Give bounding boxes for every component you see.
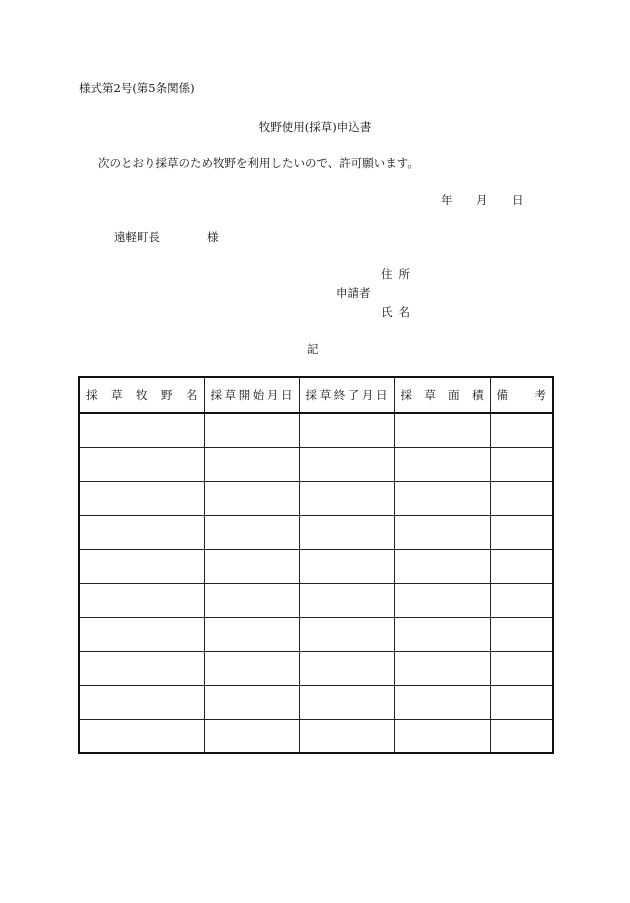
table-cell[interactable] xyxy=(79,685,204,719)
date-year-label: 年 xyxy=(441,193,453,207)
table-cell[interactable] xyxy=(394,447,490,481)
header-char: 名 xyxy=(186,388,198,402)
table-body xyxy=(79,413,553,753)
table-row xyxy=(79,515,553,549)
form-code: 様式第2号(第5条関係) xyxy=(79,81,195,95)
table-cell[interactable] xyxy=(394,617,490,651)
table-cell[interactable] xyxy=(394,685,490,719)
document-title: 牧野使用(採草)申込書 xyxy=(258,120,372,134)
date-day-label: 日 xyxy=(512,193,524,207)
table-cell[interactable] xyxy=(490,413,553,447)
column-header xyxy=(490,377,553,413)
table-cell[interactable] xyxy=(79,447,204,481)
table-cell[interactable] xyxy=(490,685,553,719)
header-text xyxy=(395,387,490,403)
header-text xyxy=(300,387,394,403)
table-cell[interactable] xyxy=(204,413,299,447)
header-char: 日 xyxy=(280,388,293,402)
table-cell[interactable] xyxy=(79,481,204,515)
address-label: 住所 xyxy=(381,267,416,281)
table-header-row xyxy=(79,377,553,413)
table-cell[interactable] xyxy=(79,413,204,447)
table-cell[interactable] xyxy=(394,413,490,447)
table-cell[interactable] xyxy=(490,719,553,753)
table-cell[interactable] xyxy=(394,515,490,549)
header-char: 草 xyxy=(111,388,123,402)
header-char: 採 xyxy=(400,388,412,402)
table-cell[interactable] xyxy=(204,617,299,651)
header-char: 採 xyxy=(86,388,98,402)
header-text xyxy=(80,387,204,403)
column-header xyxy=(299,377,394,413)
table-row xyxy=(79,719,553,753)
table-row xyxy=(79,685,553,719)
date-month-label: 月 xyxy=(476,193,488,207)
table-cell[interactable] xyxy=(394,719,490,753)
header-char: 月 xyxy=(266,388,279,402)
table-row xyxy=(79,481,553,515)
header-char: 了 xyxy=(347,388,360,402)
header-text xyxy=(205,387,299,403)
table-cell[interactable] xyxy=(79,549,204,583)
table-cell[interactable] xyxy=(79,651,204,685)
addressee-name: 遠軽町長 xyxy=(114,230,160,244)
header-char: 草 xyxy=(319,388,332,402)
table-cell[interactable] xyxy=(204,515,299,549)
header-char: 始 xyxy=(252,388,265,402)
table-cell[interactable] xyxy=(299,719,394,753)
table-cell[interactable] xyxy=(204,583,299,617)
table-cell[interactable] xyxy=(79,617,204,651)
table-cell[interactable] xyxy=(299,515,394,549)
header-char: 野 xyxy=(161,388,173,402)
table-cell[interactable] xyxy=(490,447,553,481)
header-char: 草 xyxy=(424,388,436,402)
column-header xyxy=(204,377,299,413)
table-row xyxy=(79,549,553,583)
column-header xyxy=(79,377,204,413)
addressee-honorific: 様 xyxy=(207,230,219,244)
table-cell[interactable] xyxy=(394,651,490,685)
intro-text: 次のとおり採草のため牧野を利用したいので、許可願います。 xyxy=(98,156,419,170)
header-char: 月 xyxy=(361,388,374,402)
table-cell[interactable] xyxy=(79,583,204,617)
header-char: 日 xyxy=(375,388,388,402)
header-char: 開 xyxy=(238,388,251,402)
application-table xyxy=(78,376,554,754)
table-cell[interactable] xyxy=(299,413,394,447)
table-cell[interactable] xyxy=(204,719,299,753)
table-cell[interactable] xyxy=(299,685,394,719)
table-cell[interactable] xyxy=(490,515,553,549)
table-cell[interactable] xyxy=(490,481,553,515)
name-label: 氏名 xyxy=(381,305,416,319)
table-row xyxy=(79,583,553,617)
table-cell[interactable] xyxy=(394,549,490,583)
table-cell[interactable] xyxy=(299,549,394,583)
table-cell[interactable] xyxy=(79,719,204,753)
header-char: 考 xyxy=(534,388,546,402)
header-char: 備 xyxy=(496,388,508,402)
header-char: 牧 xyxy=(136,388,148,402)
table-row xyxy=(79,447,553,481)
table-row xyxy=(79,413,553,447)
table-cell[interactable] xyxy=(394,583,490,617)
header-char: 終 xyxy=(333,388,346,402)
header-char: 採 xyxy=(305,388,317,402)
ki-label: 記 xyxy=(307,342,319,356)
table-cell[interactable] xyxy=(204,549,299,583)
header-char: 草 xyxy=(224,388,237,402)
table-cell[interactable] xyxy=(204,685,299,719)
table-cell[interactable] xyxy=(299,617,394,651)
table-cell[interactable] xyxy=(490,549,553,583)
table-cell[interactable] xyxy=(204,447,299,481)
table-cell[interactable] xyxy=(299,481,394,515)
table-cell[interactable] xyxy=(204,651,299,685)
table-cell[interactable] xyxy=(299,583,394,617)
table-cell[interactable] xyxy=(490,617,553,651)
header-char: 採 xyxy=(210,388,222,402)
header-char: 面 xyxy=(448,388,460,402)
table-cell[interactable] xyxy=(299,447,394,481)
table-cell[interactable] xyxy=(79,515,204,549)
applicant-label: 申請者 xyxy=(336,286,371,300)
table-row xyxy=(79,617,553,651)
header-text xyxy=(491,387,553,403)
table-row xyxy=(79,651,553,685)
header-char: 積 xyxy=(471,388,484,402)
table-cell[interactable] xyxy=(204,481,299,515)
table-cell[interactable] xyxy=(394,481,490,515)
column-header xyxy=(394,377,490,413)
table-cell[interactable] xyxy=(490,651,553,685)
table-cell[interactable] xyxy=(490,583,553,617)
table-cell[interactable] xyxy=(299,651,394,685)
